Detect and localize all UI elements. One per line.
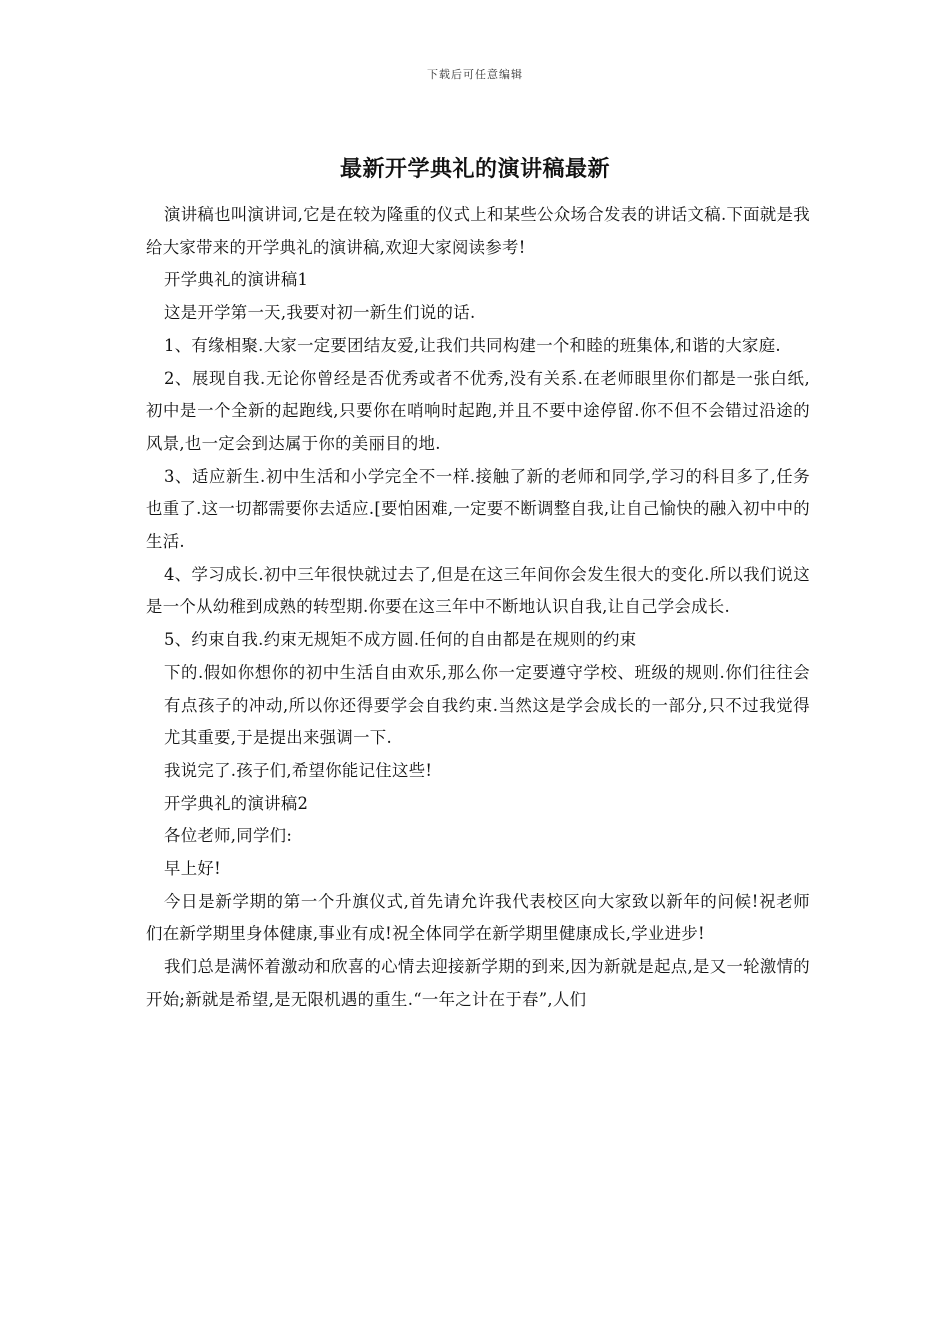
paragraph: 我说完了.孩子们,希望你能记住这些! xyxy=(164,760,433,780)
intro-paragraph: 演讲稿也叫演讲词,它是在较为隆重的仪式上和某些公众场合发表的讲话文稿.下面就是我给大家带来的开学典礼的演讲稿,欢迎大家阅读参考! xyxy=(146,205,810,257)
section-heading-speech-1: 开学典礼的演讲稿1 xyxy=(164,270,309,290)
page-header-note: 下载后可任意编辑 xyxy=(427,68,523,81)
greeting: 早上好! xyxy=(164,859,221,879)
salutation: 各位老师,同学们: xyxy=(164,826,293,846)
list-item-5: 5、约束自我.约束无规矩不成方圆.任何的自由都是在规则的约束 xyxy=(164,630,637,650)
paragraph: 今日是新学期的第一个升旗仪式,首先请允许我代表校区向大家致以新年的问候!祝老师们在新学期里身体健康,事业有成!祝全体同学在新学期里健康成长,学业进步! xyxy=(146,891,810,944)
list-item-5-continuation: 下的.假如你想你的初中生活自由欢乐,那么你一定要遵守学校、班级的规则.你们往往会有点孩子的冲动,所以你还得要学会自我约束.当然这是学会成长的一部分,只不过我觉得尤其重要,于是提出来强调一下. xyxy=(164,662,810,748)
list-item-3: 3、适应新生.初中生活和小学完全不一样.接触了新的老师和同学,学习的科目多了,任务也重了.这一切都需要你去适应.[要怕困难,一定要不断调整自我,让自己愉快的融入初中中的生活. xyxy=(146,466,810,552)
list-item-4: 4、学习成长.初中三年很快就过去了,但是在这三年间你会发生很大的变化.所以我们说这是一个从幼稚到成熟的转型期.你要在这三年中不断地认识自我,让自己学会成长. xyxy=(146,564,810,617)
list-item-2: 2、展现自我.无论你曾经是否优秀或者不优秀,没有关系.在老师眼里你们都是一张白纸,初中是一个全新的起跑线,只要你在哨响时起跑,并且不要中途停留.你不但不会错过沿途的风景,也一定会到达属于你的美丽目的地. xyxy=(146,368,810,453)
section-heading-speech-2: 开学典礼的演讲稿2 xyxy=(164,793,309,813)
document-title: 最新开学典礼的演讲稿最新 xyxy=(339,157,610,182)
paragraph: 这是开学第一天,我要对初一新生们说的话. xyxy=(164,303,476,323)
document-body xyxy=(146,199,810,1017)
list-item-1: 1、有缘相聚.大家一定要团结友爱,让我们共同构建一个和睦的班集体,和谐的大家庭. xyxy=(164,335,781,355)
paragraph: 我们总是满怀着激动和欣喜的心情去迎接新学期的到来,因为新就是起点,是又一轮激情的开始;新就是希望,是无限机遇的重生.“一年之计在于春”,人们 xyxy=(146,957,810,1009)
